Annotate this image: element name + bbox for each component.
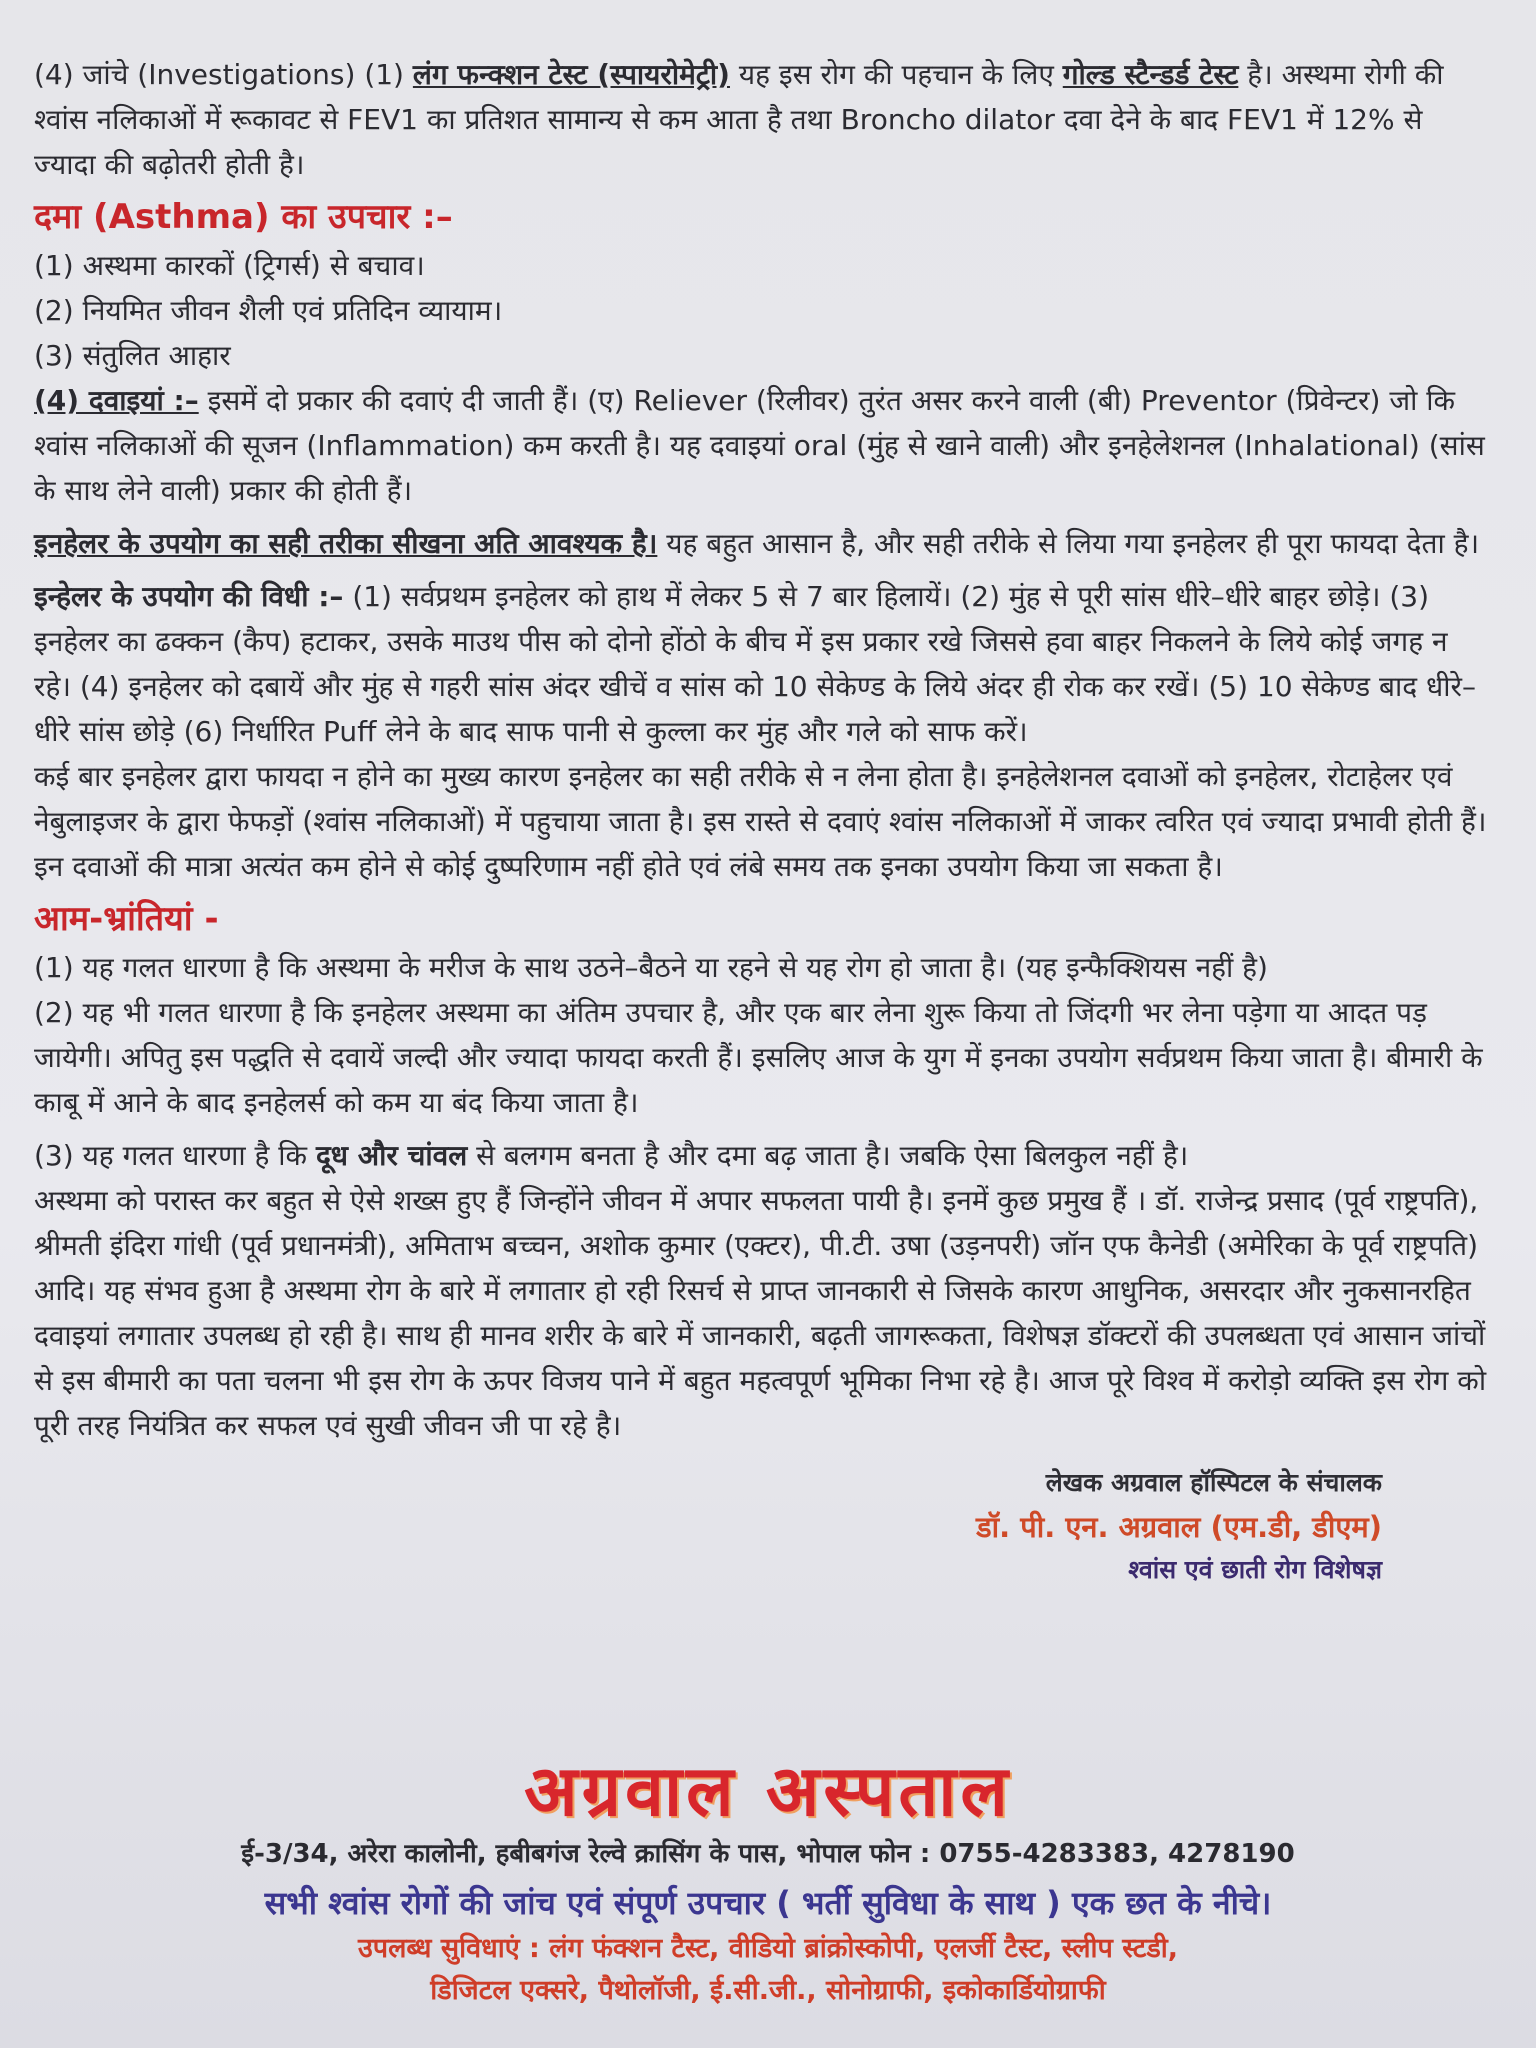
inhaler-importance-label: इनहेलर के उपयोग का सही तरीका सीखना अति आवश्यक है। [34, 527, 658, 560]
myth-3 [34, 1133, 1492, 1178]
gold-standard-term: गोल्ड स्टैन्डर्ड टेस्ट [1062, 58, 1239, 91]
treatment-item-1: (1) अस्थमा कारकों (ट्रिगर्स) से बचाव। [34, 249, 425, 282]
hospital-name: अग्रवाल अस्पताल [524, 1749, 1012, 1832]
inhaler-importance-text: यह बहुत आसान है, और सही तरीके से लिया गया इनहेलर ही पूरा फायदा देता है। [657, 527, 1480, 560]
treatment-item-3: (3) संतुलित आहार [34, 339, 231, 372]
treatment-item-2: (2) नियमित जीवन शैली एवं प्रतिदिन व्यायाम। [34, 294, 503, 327]
investigations-mid: यह इस रोग की पहचान के लिए [729, 58, 1063, 91]
author-name: डॉ. पी. एन. अग्रवाल (एम.डी, डीएम) [976, 1510, 1382, 1544]
hospital-address: ई-3/34, अरेरा कालोनी, हबीबगंज रेल्वे क्रासिंग के पास, भोपाल फोन : 0755-4283383, 4278190 [241, 1839, 1295, 1869]
inhaler-method-text: (1) सर्वप्रथम इनहेलर को हाथ में लेकर 5 से 7 बार हिलायें। (2) मुंह से पूरी सांस धीरे–धीरे बाहर छोड़े। (3) इनहेलर का ढक्कन (कैप) हटाकर, उसके माउथ पीस को दोनो होंठो के बीच में इस प्रकार रखे जिससे हवा बाहर निकलने के लिये कोई जगह न रहे। (4) इनहेलर को दबायें और मुंह से गहरी सांस अंदर खीचें व सांस को 10 सेकेण्ड के लिये अंदर ही रोक कर रखें। (5) 10 सेकेण्ड बाद धीरे–धीरे सांस छोड़े (6) निर्धारित Puff लेने के बाद साफ पानी से कुल्ला कर मुंह और गले को साफ करें। [34, 580, 1476, 748]
inhaler-method-paragraph [34, 574, 1492, 754]
facilities-line-2: डिजिटल एक्सरे, पैथोलॉजी, ई.सी.जी., सोनोग्राफी, इकोकार्डियोग्राफी [430, 1975, 1106, 2006]
treatment-heading: दमा (Asthma) का उपचार :– [34, 197, 453, 237]
myth-2: (2) यह भी गलत धारणा है कि इनहेलर अस्थमा का अंतिम उपचार है, और एक बार लेना शुरू किया तो जिंदगी भर लेना पड़ेगा या आदत पड़ जायेगी। अपितु इस पद्धति से दवायें जल्दी और ज्यादा फायदा करती हैं। इसलिए आज के युग में इनका उपयोग सर्वप्रथम किया जाता है। बीमारी के काबू में आने के बाद इनहेलर्स को कम या बंद किया जाता है। [34, 996, 1483, 1119]
closing-paragraph: अस्थमा को परास्त कर बहुत से ऐसे शख्स हुए हैं जिन्होंने जीवन में अपार सफलता पायी है। इनमें कुछ प्रमुख हैं । डॉ. राजेन्द्र प्रसाद (पूर्व राष्ट्रपति), श्रीमती इंदिरा गांधी (पूर्व प्रधानमंत्री), अमिताभ बच्चन, अशोक कुमार (एक्टर), पी.टी. उषा (उड़नपरी) जॉन एफ कैनेडी (अमेरिका के पूर्व राष्ट्रपति) आदि। यह संभव हुआ है अस्थमा रोग के बारे में लगातार हो रही रिसर्च से प्राप्त जानकारी से जिसके कारण आधुनिक, असरदार और नुकसानरहित दवाइयां लगातार उपलब्ध हो रही है। साथ ही मानव शरीर के बारे में जानकारी, बढ़ती जागरूकता, विशेषज्ञ डॉक्टरों की उपलब्धता एवं आसान जांचों से इस बीमारी का पता चलना भी इस रोग के ऊपर विजय पाने में बहुत महत्वपूर्ण भूमिका निभा रहे है। आज पूरे विश्व में करोड़ो व्यक्ति इस रोग को पूरी तरह नियंत्रित कर सफल एवं सुखी जीवन जी पा रहे है। [34, 1184, 1487, 1442]
medicines-text: इसमें दो प्रकार की दवाएं दी जाती हैं। (ए) Reliever (रिलीवर) तुरंत असर करने वाली (बी) Preventor (प्रिवेन्टर) जो कि श्वांस नलिकाओं की सूजन (Inflammation) कम करती है। यह दवाइयां oral (मुंह से खाने वाली) और इनहेलेशनल (Inhalational) (सांस के साथ लेने वाली) प्रकार की होती हैं। [34, 384, 1485, 507]
medicines-label: (4) दवाइयां :– [34, 384, 199, 417]
hospital-footer [0, 1748, 1536, 2012]
hospital-tagline: सभी श्वांस रोगों की जांच एवं संपूर्ण उपचार ( भर्ती सुविधा के साथ ) एक छत के नीचे। [264, 1884, 1272, 1922]
author-specialty: श्वांस एवं छाती रोग विशेषज्ञ [1128, 1555, 1382, 1584]
investigations-paragraph [34, 52, 1492, 187]
investigations-rest: है। अस्थमा रोगी की श्वांस नलिकाओं में रूकावट से FEV1 का प्रतिशत सामान्य से कम आता है तथा Broncho dilator दवा देने के बाद FEV1 में 12% से ज्यादा की बढ़ोतरी होती है। [34, 58, 1444, 181]
facilities-line-1: उपलब्ध सुविधाएं : लंग फंक्शन टैस्ट, वीडियो ब्रांक्रोस्कोपी, एलर्जी टैस्ट, स्लीप स्टडी, [357, 1933, 1179, 1964]
author-block [34, 1462, 1492, 1590]
lung-function-test-term: लंग फन्क्शन टेस्ट (स्पायरोमेट्री) [412, 58, 730, 91]
myths-heading: आम-भ्रांतियां - [34, 899, 219, 939]
myth-1: (1) यह गलत धारणा है कि अस्थमा के मरीज के साथ उठने–बैठने या रहने से यह रोग हो जाता है। (यह इन्फैक्शियस नहीं है) [34, 951, 1268, 984]
milk-rice-term: दूध और चांवल [315, 1139, 468, 1172]
inhaler-benefit-paragraph: कई बार इनहेलर द्वारा फायदा न होने का मुख्य कारण इनहेलर का सही तरीके से न लेना होता है। इनहेलेशनल दवाओं को इनहेलर, रोटाहेलर एवं नेबुलाइजर के द्वारा फेफड़ों (श्वांस नलिकाओं) में पहुचाया जाता है। इस रास्ते से दवाएं श्वांस नलिकाओं में जाकर त्वरित एवं ज्यादा प्रभावी होती हैं। इन दवाओं की मात्रा अत्यंत कम होने से कोई दुष्परिणाम नहीं होते एवं लंबे समय तक इनका उपयोग किया जा सकता है। [34, 760, 1487, 883]
inhaler-method-label: इन्हेलर के उपयोग की विधी :– [34, 580, 344, 613]
myth-3-rest: से बलगम बनता है और दमा बढ़ जाता है। जबकि ऐसा बिलकुल नहीं है। [467, 1139, 1189, 1172]
inhaler-importance-paragraph [34, 521, 1492, 566]
treatment-item-4 [34, 378, 1492, 513]
author-role: लेखक अग्रवाल हॉस्पिटल के संचालक [1045, 1468, 1382, 1497]
investigations-lead: (4) जांचे (Investigations) (1) [34, 58, 413, 91]
myth-3-lead: (3) यह गलत धारणा है कि [34, 1139, 316, 1172]
